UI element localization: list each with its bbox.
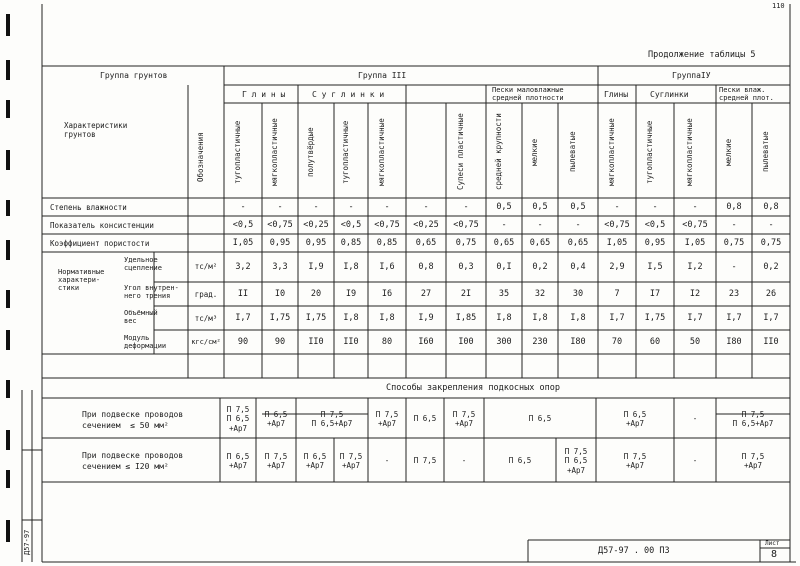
consistency-value: <0,75 bbox=[604, 219, 630, 230]
method-cell: П 7,5 П 6,5+Ар7 bbox=[732, 409, 774, 428]
modulus-value: I80 bbox=[726, 336, 742, 347]
column-title: тугопластичные bbox=[233, 120, 242, 184]
modulus-unit: кгс/см² bbox=[191, 338, 221, 346]
friction-value: 20 bbox=[310, 288, 322, 299]
method-cell: П 7,5 +Ар7 bbox=[375, 409, 399, 428]
method-cell: - bbox=[384, 456, 390, 466]
margin-stamp: Д57-97 bbox=[23, 529, 31, 556]
weight-value: I,7 bbox=[763, 312, 779, 323]
modulus-value: I80 bbox=[570, 336, 586, 347]
characteristics-heading: Характеристики грунтов bbox=[64, 121, 128, 139]
porosity-value: 0,95 bbox=[305, 237, 327, 248]
method-cell: П 6,5 bbox=[413, 414, 437, 424]
porosity-value: 0,85 bbox=[376, 237, 398, 248]
weight-value: I,7 bbox=[235, 312, 251, 323]
weight-value: I,75 bbox=[305, 312, 327, 323]
weight-value: I,8 bbox=[343, 312, 359, 323]
corner-number: 110 bbox=[772, 2, 785, 10]
moisture-value: - bbox=[348, 201, 354, 212]
porosity-value: 0,75 bbox=[760, 237, 782, 248]
cohesion-value: 0,I bbox=[496, 261, 512, 272]
friction-value: 32 bbox=[534, 288, 546, 299]
consistency-value: <0,5 bbox=[232, 219, 254, 230]
column-title: мягкопластичные bbox=[377, 118, 386, 186]
modulus-value: 60 bbox=[649, 336, 661, 347]
clays4-heading: Глины bbox=[604, 90, 629, 99]
consistency-value: <0,5 bbox=[644, 219, 666, 230]
friction-value: I2 bbox=[689, 288, 701, 299]
friction-label: Угол внутрен- него трения bbox=[124, 284, 179, 300]
weight-value: I,75 bbox=[644, 312, 666, 323]
friction-value: I0 bbox=[274, 288, 286, 299]
porosity-value: 0,95 bbox=[269, 237, 291, 248]
methods-heading: Способы закрепления подкосных опор bbox=[386, 383, 560, 393]
method-cell: П 7,5 П 6,5+Ар7 bbox=[311, 409, 353, 428]
modulus-value: I00 bbox=[458, 336, 474, 347]
sheet-number: 8 bbox=[771, 549, 778, 560]
cohesion-value: 0,2 bbox=[532, 261, 548, 272]
consistency-value: <0,75 bbox=[267, 219, 293, 230]
moisture-value: - bbox=[423, 201, 429, 212]
consistency-value: - bbox=[731, 219, 737, 230]
sands4-heading: Пески влаж. средней плот. bbox=[719, 86, 774, 102]
method-cell: П 6,5 +Ар7 bbox=[264, 409, 288, 428]
porosity-value: 0,65 bbox=[567, 237, 589, 248]
friction-value: II bbox=[237, 288, 249, 299]
cohesion-value: I,5 bbox=[647, 261, 663, 272]
moisture-value: - bbox=[463, 201, 469, 212]
porosity-value: I,05 bbox=[606, 237, 628, 248]
moisture-value: - bbox=[614, 201, 620, 212]
method-cell: П 7,5 +Ар7 bbox=[339, 451, 363, 470]
cohesion-value: 0,4 bbox=[570, 261, 586, 272]
method-row2-label: При подвеске проводов сечением ≤ I20 мм² bbox=[82, 451, 184, 471]
modulus-value: 50 bbox=[689, 336, 701, 347]
consistency-value: <0,75 bbox=[453, 219, 479, 230]
modulus-value: 300 bbox=[496, 336, 512, 347]
moisture-value: - bbox=[277, 201, 283, 212]
friction-unit: град. bbox=[194, 290, 218, 299]
sheet-label: Лист bbox=[765, 540, 780, 547]
column-title: полутвёрдые bbox=[306, 127, 315, 177]
moisture-value: - bbox=[692, 201, 698, 212]
cohesion-label: Удельное сцепление bbox=[124, 256, 162, 272]
column-title: мелкие bbox=[724, 138, 733, 166]
porosity-value: 0,65 bbox=[529, 237, 551, 248]
cohesion-unit: тс/м² bbox=[194, 262, 218, 271]
method-cell: П 7,5 +Ар7 bbox=[741, 451, 765, 470]
column-title: мягкопластичные bbox=[685, 118, 694, 186]
friction-value: 23 bbox=[728, 288, 740, 299]
designation-heading: Обозначения bbox=[196, 132, 205, 183]
moisture-value: - bbox=[313, 201, 319, 212]
moisture-label: Степень влажности bbox=[50, 203, 127, 212]
norm-label: Нормативные характери- стики bbox=[58, 268, 105, 292]
method-cell: П 7,5 +Ар7 bbox=[623, 451, 647, 470]
modulus-value: 90 bbox=[237, 336, 249, 347]
moisture-value: 0,5 bbox=[496, 201, 512, 212]
porosity-value: 0,75 bbox=[723, 237, 745, 248]
method-cell: П 7,5 +Ар7 bbox=[452, 409, 476, 428]
loams4-heading: Суглинки bbox=[650, 90, 689, 99]
method-cell: П 7,5 П 6,5 +Ар7 bbox=[226, 404, 250, 433]
cohesion-value: I,6 bbox=[379, 261, 395, 272]
consistency-value: <0,75 bbox=[374, 219, 400, 230]
modulus-value: II0 bbox=[763, 336, 779, 347]
weight-value: I,7 bbox=[726, 312, 742, 323]
weight-value: I,75 bbox=[269, 312, 291, 323]
modulus-value: 70 bbox=[611, 336, 623, 347]
consistency-value: - bbox=[575, 219, 581, 230]
method-cell: П 7,5 +Ар7 bbox=[264, 451, 288, 470]
column-title: мягкопластичные bbox=[607, 118, 616, 186]
cohesion-value: I,2 bbox=[687, 261, 703, 272]
column-title: мягкопластичные bbox=[270, 118, 279, 186]
cohesion-value: I,8 bbox=[343, 261, 359, 272]
cohesion-value: 2,9 bbox=[609, 261, 625, 272]
cohesion-value: 0,3 bbox=[458, 261, 474, 272]
continuation-note: Продолжение таблицы 5 bbox=[648, 50, 756, 60]
cohesion-value: - bbox=[731, 261, 737, 272]
consistency-value: <0,25 bbox=[413, 219, 439, 230]
modulus-value: 230 bbox=[532, 336, 548, 347]
modulus-value: 80 bbox=[381, 336, 393, 347]
consistency-value: - bbox=[501, 219, 507, 230]
soil-group-heading: Группа грунтов bbox=[100, 71, 168, 80]
friction-value: I9 bbox=[345, 288, 357, 299]
consistency-label: Показатель консистенции bbox=[50, 221, 154, 230]
friction-value: I7 bbox=[649, 288, 661, 299]
friction-value: 7 bbox=[614, 288, 620, 299]
weight-value: I,7 bbox=[687, 312, 703, 323]
method-cell: - bbox=[692, 456, 698, 466]
porosity-value: I,05 bbox=[232, 237, 254, 248]
column-title: тугопластичные bbox=[341, 120, 350, 184]
consistency-value: - bbox=[537, 219, 543, 230]
column-title: пылеватые bbox=[761, 131, 770, 173]
modulus-value: II0 bbox=[308, 336, 324, 347]
weight-value: I,9 bbox=[418, 312, 434, 323]
porosity-value: 0,75 bbox=[455, 237, 477, 248]
friction-value: 35 bbox=[498, 288, 510, 299]
method-cell: П 6,5 bbox=[508, 456, 532, 466]
porosity-value: 0,85 bbox=[340, 237, 362, 248]
document-code: Д57-97 . 00 ПЗ bbox=[598, 546, 670, 556]
friction-value: 30 bbox=[572, 288, 584, 299]
moisture-value: 0,8 bbox=[763, 201, 779, 212]
column-title: тугопластичные bbox=[645, 120, 654, 184]
moisture-value: 0,5 bbox=[532, 201, 548, 212]
porosity-value: 0,65 bbox=[493, 237, 515, 248]
weight-unit: тс/м³ bbox=[194, 314, 218, 323]
method-row1-label: При подвеске проводов сечением ≤ 50 мм² bbox=[82, 410, 184, 430]
porosity-value: I,05 bbox=[684, 237, 706, 248]
group4-heading: ГруппаIУ bbox=[672, 71, 711, 80]
clays3-heading: Г л и н ы bbox=[242, 90, 286, 99]
method-cell: П 6,5 bbox=[528, 414, 552, 424]
consistency-value: <0,25 bbox=[303, 219, 329, 230]
modulus-value: 90 bbox=[274, 336, 286, 347]
weight-value: I,85 bbox=[455, 312, 477, 323]
moisture-value: - bbox=[240, 201, 246, 212]
moisture-value: - bbox=[652, 201, 658, 212]
column-title: мелкие bbox=[530, 138, 539, 166]
loams3-heading: С у г л и н к и bbox=[312, 90, 385, 99]
group3-heading: Группа III bbox=[358, 71, 407, 80]
friction-value: 2I bbox=[460, 288, 472, 299]
modulus-value: I60 bbox=[418, 336, 434, 347]
weight-value: I,8 bbox=[570, 312, 586, 323]
cohesion-value: I,9 bbox=[308, 261, 324, 272]
column-title: пылеватые bbox=[568, 131, 577, 173]
modulus-label: Модуль деформации bbox=[124, 334, 167, 350]
moisture-value: 0,8 bbox=[726, 201, 742, 212]
method-cell: П 6,5 +Ар7 bbox=[226, 451, 250, 470]
consistency-value: - bbox=[768, 219, 774, 230]
method-cell: - bbox=[692, 414, 698, 424]
cohesion-value: 3,2 bbox=[235, 261, 251, 272]
method-cell: П 7,5 П 6,5 +Ар7 bbox=[564, 446, 588, 475]
weight-value: I,8 bbox=[496, 312, 512, 323]
porosity-label: Коэффициент пористости bbox=[50, 239, 150, 248]
consistency-value: <0,75 bbox=[682, 219, 708, 230]
method-cell: П 7,5 bbox=[413, 456, 437, 466]
sands3-heading: Пески маловлажные средней плотности bbox=[492, 86, 564, 102]
friction-value: 27 bbox=[420, 288, 432, 299]
column-title: Супеси пластичные bbox=[456, 113, 465, 191]
moisture-value: 0,5 bbox=[570, 201, 586, 212]
weight-value: I,8 bbox=[379, 312, 395, 323]
weight-label: Объёмный вес bbox=[124, 309, 158, 325]
friction-value: 26 bbox=[765, 288, 777, 299]
porosity-value: 0,65 bbox=[415, 237, 437, 248]
column-title: средней крупности bbox=[494, 113, 503, 191]
friction-value: I6 bbox=[381, 288, 393, 299]
weight-value: I,7 bbox=[609, 312, 625, 323]
porosity-value: 0,95 bbox=[644, 237, 666, 248]
cohesion-value: 0,2 bbox=[763, 261, 779, 272]
weight-value: I,8 bbox=[532, 312, 548, 323]
method-cell: - bbox=[461, 456, 467, 466]
consistency-value: <0,5 bbox=[340, 219, 362, 230]
moisture-value: - bbox=[384, 201, 390, 212]
method-cell: П 6,5 +Ар7 bbox=[623, 409, 647, 428]
modulus-value: II0 bbox=[343, 336, 359, 347]
cohesion-value: 3,3 bbox=[272, 261, 288, 272]
method-cell: П 6,5 +Ар7 bbox=[303, 451, 327, 470]
cohesion-value: 0,8 bbox=[418, 261, 434, 272]
